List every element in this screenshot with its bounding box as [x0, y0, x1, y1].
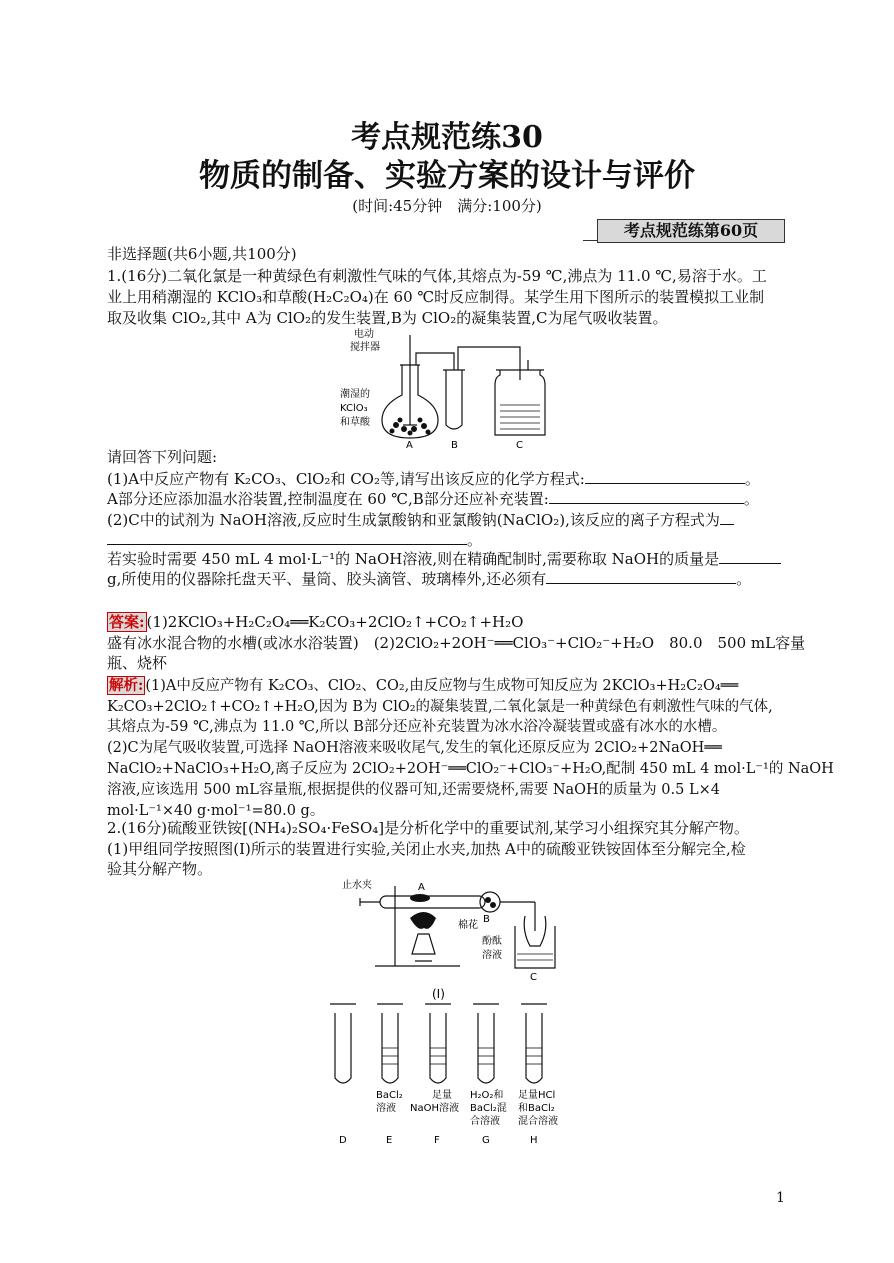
q1-answer-2: 盛有冰水混合物的水槽(或冰水浴装置) (2)2ClO₂+2OH⁻══ClO₃⁻+ClO₂⁻+H₂O 80.0 500 mL容量: [107, 634, 806, 652]
label-phenol-1: 酚酞: [482, 936, 502, 947]
q1-ask: 请回答下列问题:: [107, 448, 218, 466]
q1-answer-1: 答案: (1)2KClO₃+H₂C₂O₄══K₂CO₃+2ClO₂↑+CO₂↑+H₂O: [109, 613, 524, 631]
label-F-2: NaOH溶液: [410, 1103, 459, 1114]
q1-part2b: 。: [107, 530, 482, 550]
page-subtitle: 物质的制备、实验方案的设计与评价: [199, 158, 695, 194]
q2-apparatus-figure-1: [340, 876, 560, 1001]
q1-explanation-4: (2)C为尾气吸收装置,可选择 NaOH溶液来吸收尾气,发生的氧化还原反应为 2ClO₂+2NaOH══: [107, 740, 722, 756]
label-G-1: H₂O₂和: [470, 1090, 504, 1101]
answer-blank[interactable]: [549, 489, 744, 504]
q1-line-3: 取及收集 ClO₂,其中 A为 ClO₂的发生装置,B为 ClO₂的凝集装置,C为尾气吸收装置。: [107, 309, 668, 327]
page-title: 考点规范练30: [351, 120, 543, 155]
q2-line-2: (1)甲组同学按照图(Ⅰ)所示的装置进行实验,关闭止水夹,加热 A中的硫酸亚铁铵固体至分解完全,检: [107, 840, 746, 858]
label-reagent-2: KClO₃: [340, 403, 368, 414]
label-E-2: 溶液: [376, 1103, 396, 1114]
label-G: G: [482, 1135, 490, 1146]
label-G-2: BaCl₂混: [470, 1103, 507, 1114]
answer-tag: 答案:: [109, 613, 145, 631]
label-A: A: [406, 440, 413, 450]
label-B: B: [483, 914, 490, 925]
label-B: B: [451, 440, 458, 450]
label-C: C: [530, 972, 537, 983]
page-reference-box: 考点规范练第60页: [597, 219, 785, 243]
q1-explanation-3: 其熔点为-59 ℃,沸点为 11.0 ℃,所以 B部分还应补充装置为冰水浴冷凝装置或盛有冰水的水槽。: [107, 719, 727, 735]
label-E: E: [386, 1135, 393, 1146]
q2-test-tubes-figure: [320, 998, 570, 1148]
q1-apparatus-figure: [330, 325, 560, 450]
answer-blank[interactable]: [720, 510, 734, 525]
q1-part2a: (2)C中的试剂为 NaOH溶液,反应时生成氯酸钠和亚氯酸钠(NaClO₂),该反应的离子方程式为: [107, 510, 734, 530]
label-H: H: [530, 1135, 538, 1146]
page-ref-underline: [583, 240, 597, 241]
label-H-3: 混合溶液: [518, 1116, 558, 1127]
q1-part1b: A部分还应添加温水浴装置,控制温度在 60 ℃,B部分还应补充装置: 。: [107, 490, 759, 508]
label-clamp: 止水夹: [342, 880, 372, 891]
label-reagent-3: 和草酸: [340, 417, 370, 428]
label-G-3: 合溶液: [470, 1116, 500, 1127]
label-reagent-1: 潮湿的: [340, 389, 370, 400]
q2-line-3: 验其分解产物。: [107, 860, 213, 878]
label-stirrer-2: 搅拌器: [350, 342, 380, 353]
label-stirrer-1: 电动: [354, 329, 374, 340]
label-C: C: [516, 440, 523, 450]
q1-explanation-1: 解析: (1)A中反应产物有 K₂CO₃、ClO₂、CO₂,由反应物与生成物可知反应为 2KClO₃+H₂C₂O₄══: [109, 677, 739, 694]
section-heading: 非选择题(共6小题,共100分): [107, 245, 297, 263]
figure-caption: (Ⅰ): [432, 987, 445, 1001]
explanation-tag: 解析:: [109, 677, 144, 694]
label-phenol-2: 溶液: [482, 950, 502, 961]
q1-explanation-5: NaClO₂+NaClO₃+H₂O,离子反应为 2ClO₂+2OH⁻══ClO₂⁻+ClO₃⁻+H₂O,配制 450 mL 4 mol·L⁻¹的 NaOH: [107, 761, 834, 777]
q1-explanation-6: 溶液,应该选用 500 mL容量瓶,根据提供的仪器可知,还需要烧杯,需要 NaOH的质量为 0.5 L×4: [107, 782, 720, 798]
q1-explanation-2: K₂CO₃+2ClO₂↑+CO₂↑+H₂O,因为 B为 ClO₂的凝集装置,二氧化氯是一种黄绿色有刺激性气味的气体,: [107, 699, 773, 715]
label-D: D: [339, 1135, 347, 1146]
label-cotton: 棉花: [458, 920, 478, 931]
label-E-1: BaCl₂: [376, 1090, 403, 1101]
label-H-1: 足量HCl: [518, 1090, 556, 1101]
q1-line-2: 业上用稍潮湿的 KClO₃和草酸(H₂C₂O₄)在 60 ℃时反应制得。某学生用下图所示的装置模拟工业制: [107, 288, 765, 306]
q1-part3b: g,所使用的仪器除托盘天平、量筒、胶头滴管、玻璃棒外,还必须有 。: [107, 570, 752, 588]
time-score-info: (时间:45分钟 满分:100分): [352, 197, 542, 215]
label-F-1: 足量: [432, 1090, 452, 1101]
label-A: A: [418, 882, 425, 893]
label-H-2: 和BaCl₂: [518, 1103, 555, 1114]
q2-line-1: 2.(16分)硫酸亚铁铵[(NH₄)₂SO₄·FeSO₄]是分析化学中的重要试剂,某学习小组探究其分解产物。: [107, 819, 749, 837]
answer-blank[interactable]: [546, 569, 736, 584]
page-number: 1: [776, 1190, 785, 1206]
q1-line-1: 1.(16分)二氧化氯是一种黄绿色有刺激性气味的气体,其熔点为-59 ℃,沸点为 11.0 ℃,易溶于水。工: [107, 267, 767, 285]
q1-answer-3: 瓶、烧杯: [107, 654, 168, 672]
q1-part3a: 若实验时需要 450 mL 4 mol·L⁻¹的 NaOH溶液,则在精确配制时,需要称取 NaOH的质量是: [107, 549, 781, 569]
answer-blank[interactable]: [107, 530, 467, 545]
q1-explanation-7: mol·L⁻¹×40 g·mol⁻¹=80.0 g。: [107, 803, 325, 819]
answer-blank[interactable]: [585, 469, 745, 484]
q1-part1a: (1)A中反应产物有 K₂CO₃、ClO₂和 CO₂等,请写出该反应的化学方程式: 。: [107, 470, 760, 488]
label-F: F: [434, 1135, 440, 1146]
answer-blank[interactable]: [719, 549, 781, 564]
